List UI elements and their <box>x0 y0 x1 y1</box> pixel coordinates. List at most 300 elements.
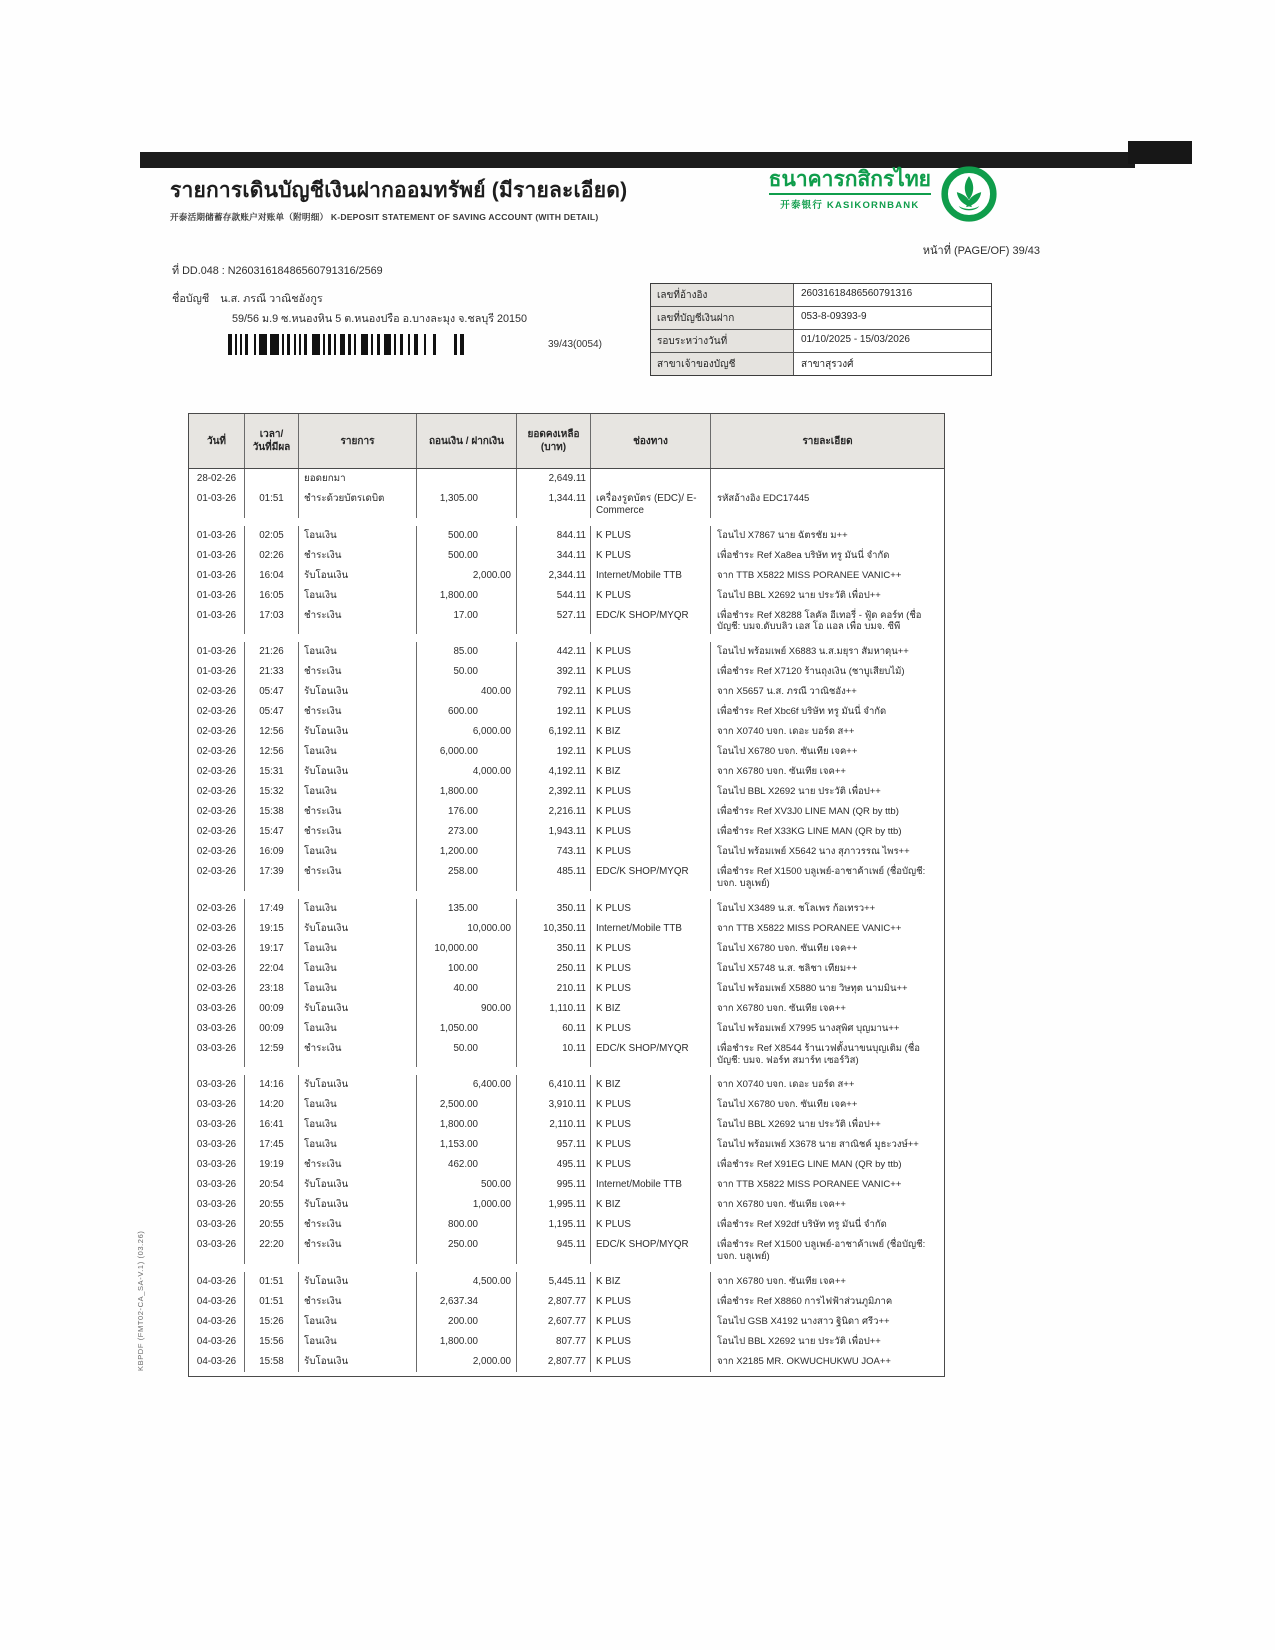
cell-description: รับโอนเงิน <box>299 722 417 742</box>
cell-channel: Internet/Mobile TTB <box>591 919 711 939</box>
cell-description: โอนเงิน <box>299 1115 417 1135</box>
cell-amount: 200.00 <box>417 1312 517 1332</box>
cell-detail: จาก X0740 บจก. เดอะ บอร์ด ส++ <box>717 726 855 738</box>
reference-value: 26031618486560791316 <box>794 284 991 306</box>
cell-balance: 442.11 <box>517 642 591 662</box>
cell-time: 20:55 <box>245 1195 299 1215</box>
reference-label: สาขาเจ้าของบัญชี <box>651 353 794 375</box>
cell-balance: 2,344.11 <box>517 566 591 586</box>
reference-row <box>651 306 991 329</box>
cell-balance: 1,110.11 <box>517 999 591 1019</box>
cell-date: 02-03-26 <box>189 939 245 959</box>
reference-row <box>651 329 991 352</box>
cell-balance: 5,445.11 <box>517 1272 591 1292</box>
cell-amount: 1,050.00 <box>417 1019 517 1039</box>
cell-balance: 2,807.77 <box>517 1352 591 1372</box>
col-header-description: รายการ <box>299 414 417 468</box>
col-header-channel: ช่องทาง <box>591 414 711 468</box>
cell-balance: 350.11 <box>517 899 591 919</box>
cell-time: 14:20 <box>245 1095 299 1115</box>
cell-description: ชำระเงิน <box>299 1039 417 1068</box>
cell-time: 00:09 <box>245 999 299 1019</box>
reference-row <box>651 284 991 306</box>
cell-detail: เพื่อชำระ Ref XV3J0 LINE MAN (QR by ttb) <box>717 806 899 818</box>
table-row <box>189 722 944 742</box>
cell-description: รับโอนเงิน <box>299 762 417 782</box>
cell-channel: K BIZ <box>591 1272 711 1292</box>
cell-time: 22:20 <box>245 1235 299 1264</box>
cell-channel: K PLUS <box>591 782 711 802</box>
cell-channel: K PLUS <box>591 1332 711 1352</box>
cell-amount: 135.00 <box>417 899 517 919</box>
page-subtitle: 开泰活期储蓄存款账户对账单（附明细） K-DEPOSIT STATEMENT OF SAVING ACCOUNT (WITH DETAIL) <box>170 212 599 222</box>
cell-balance: 1,344.11 <box>517 489 591 518</box>
cell-amount: 50.00 <box>417 1039 517 1068</box>
cell-detail: โอนไป BBL X2692 นาย ประวัติ เพื่อป++ <box>717 786 881 798</box>
cell-description: รับโอนเงิน <box>299 1272 417 1292</box>
table-row <box>189 762 944 782</box>
cell-detail: จาก X6780 บจก. ซันเทีย เจค++ <box>717 1199 846 1211</box>
cell-description: ชำระเงิน <box>299 822 417 842</box>
cell-time: 19:19 <box>245 1155 299 1175</box>
cell-channel: K PLUS <box>591 979 711 999</box>
cell-description: โอนเงิน <box>299 586 417 606</box>
table-row <box>189 526 944 546</box>
cell-amount: 17.00 <box>417 606 517 635</box>
table-row <box>189 782 944 802</box>
title-block <box>170 174 730 223</box>
cell-description: ชำระเงิน <box>299 1215 417 1235</box>
cell-description: รับโอนเงิน <box>299 1352 417 1372</box>
cell-channel: K BIZ <box>591 1075 711 1095</box>
barcode <box>228 334 520 355</box>
cell-date: 02-03-26 <box>189 722 245 742</box>
cell-amount: 50.00 <box>417 662 517 682</box>
cell-time: 12:59 <box>245 1039 299 1068</box>
cell-date: 02-03-26 <box>189 919 245 939</box>
cell-amount: 100.00 <box>417 959 517 979</box>
cell-detail: เพื่อชำระ Ref X7120 ร้านถุงเงิน (ชาบูเสียบไม้) <box>717 666 905 678</box>
cell-balance: 544.11 <box>517 586 591 606</box>
cell-balance: 192.11 <box>517 702 591 722</box>
cell-balance: 2,110.11 <box>517 1115 591 1135</box>
account-name: น.ส. ภรณี วาณิชอังกูร <box>220 293 323 305</box>
cell-channel <box>591 469 711 489</box>
cell-channel: K PLUS <box>591 1019 711 1039</box>
cell-date: 03-03-26 <box>189 1019 245 1039</box>
table-row <box>189 1115 944 1135</box>
cell-amount: 1,800.00 <box>417 782 517 802</box>
cell-amount: 900.00 <box>417 999 517 1019</box>
cell-balance: 2,607.77 <box>517 1312 591 1332</box>
cell-time: 15:56 <box>245 1332 299 1352</box>
bank-name-th: ธนาคารกสิกรไทย <box>769 168 931 195</box>
table-row <box>189 1155 944 1175</box>
cell-channel: K BIZ <box>591 999 711 1019</box>
cell-amount: 400.00 <box>417 682 517 702</box>
table-row <box>189 1019 944 1039</box>
table-row <box>189 999 944 1019</box>
cell-description: ยอดยกมา <box>299 469 417 489</box>
cell-detail: จาก X5657 น.ส. ภรณี วาณิชอัง++ <box>717 686 857 698</box>
cell-date: 03-03-26 <box>189 1115 245 1135</box>
col-header-date: วันที่ <box>189 414 245 468</box>
reference-row <box>651 352 991 375</box>
cell-time: 01:51 <box>245 489 299 518</box>
bank-logo-text <box>769 168 931 211</box>
cell-description: ชำระเงิน <box>299 1235 417 1264</box>
cell-time: 14:16 <box>245 1075 299 1095</box>
table-row <box>189 1312 944 1332</box>
cell-description: ชำระเงิน <box>299 862 417 891</box>
table-row <box>189 566 944 586</box>
cell-description: โอนเงิน <box>299 842 417 862</box>
cell-amount: 176.00 <box>417 802 517 822</box>
cell-channel: K PLUS <box>591 802 711 822</box>
cell-detail: โอนไป X3489 น.ส. ชโลเพร ก้อเทรว++ <box>717 902 876 914</box>
cell-description: ชำระเงิน <box>299 702 417 722</box>
cell-balance: 350.11 <box>517 939 591 959</box>
cell-detail: โอนไป X5748 น.ส. ชลิชา เทียม++ <box>717 962 858 974</box>
cell-amount: 800.00 <box>417 1215 517 1235</box>
cell-date: 01-03-26 <box>189 586 245 606</box>
cell-amount: 500.00 <box>417 526 517 546</box>
cell-channel: K BIZ <box>591 1195 711 1215</box>
cell-channel: K BIZ <box>591 722 711 742</box>
cell-detail: จาก X0740 บจก. เดอะ บอร์ด ส++ <box>717 1079 855 1091</box>
cell-channel: K PLUS <box>591 546 711 566</box>
cell-balance: 1,995.11 <box>517 1195 591 1215</box>
cell-amount: 40.00 <box>417 979 517 999</box>
cell-channel: K PLUS <box>591 1115 711 1135</box>
cell-channel: EDC/K SHOP/MYQR <box>591 1235 711 1264</box>
cell-amount: 250.00 <box>417 1235 517 1264</box>
cell-amount: 1,800.00 <box>417 1332 517 1352</box>
cell-balance: 392.11 <box>517 662 591 682</box>
cell-balance: 1,195.11 <box>517 1215 591 1235</box>
table-row <box>189 682 944 702</box>
cell-detail: เพื่อชำระ Ref X91EG LINE MAN (QR by ttb) <box>717 1159 902 1171</box>
cell-amount: 1,305.00 <box>417 489 517 518</box>
cell-detail: จาก X6780 บจก. ซันเทีย เจค++ <box>717 1002 846 1014</box>
cell-amount: 1,800.00 <box>417 1115 517 1135</box>
cell-amount: 500.00 <box>417 1175 517 1195</box>
reference-value: 053-8-09393-9 <box>794 307 991 329</box>
cell-amount: 1,000.00 <box>417 1195 517 1215</box>
cell-description: รับโอนเงิน <box>299 919 417 939</box>
cell-date: 01-03-26 <box>189 566 245 586</box>
bank-name-en: 开泰银行 KASIKORNBANK <box>780 200 920 211</box>
cell-channel: K PLUS <box>591 662 711 682</box>
table-row <box>189 1195 944 1215</box>
cell-time: 00:09 <box>245 1019 299 1039</box>
cell-time: 16:05 <box>245 586 299 606</box>
cell-date: 01-03-26 <box>189 526 245 546</box>
cell-detail: โอนไป X6780 บจก. ซันเทีย เจค++ <box>717 746 858 758</box>
table-row <box>189 469 944 489</box>
cell-description: โอนเงิน <box>299 979 417 999</box>
cell-channel: K PLUS <box>591 742 711 762</box>
cell-description: ชำระเงิน <box>299 606 417 635</box>
cell-balance: 792.11 <box>517 682 591 702</box>
cell-detail: จาก TTB X5822 MISS PORANEE VANIC++ <box>717 1179 902 1191</box>
cell-channel: K PLUS <box>591 586 711 606</box>
cell-time: 02:05 <box>245 526 299 546</box>
cell-amount: 10,000.00 <box>417 939 517 959</box>
cell-detail: โอนไป พร้อมเพย์ X7995 นางสุพิศ บุญมาน++ <box>717 1022 900 1034</box>
cell-time: 15:38 <box>245 802 299 822</box>
cell-balance: 995.11 <box>517 1175 591 1195</box>
cell-balance: 4,192.11 <box>517 762 591 782</box>
table-row <box>189 489 944 518</box>
cell-balance: 2,649.11 <box>517 469 591 489</box>
cell-detail: จาก X6780 บจก. ซันเทีย เจค++ <box>717 766 846 778</box>
cell-date: 02-03-26 <box>189 842 245 862</box>
cell-channel: K PLUS <box>591 899 711 919</box>
cell-detail: รหัสอ้างอิง EDC17445 <box>717 493 810 504</box>
cell-balance: 250.11 <box>517 959 591 979</box>
cell-balance: 2,392.11 <box>517 782 591 802</box>
cell-date: 01-03-26 <box>189 546 245 566</box>
cell-channel: K PLUS <box>591 702 711 722</box>
table-header-row <box>189 414 944 469</box>
cell-detail: เพื่อชำระ Ref X92df บริษัท ทรู มันนี่ จำกัด <box>717 1219 887 1231</box>
cell-time: 16:09 <box>245 842 299 862</box>
cell-amount: 10,000.00 <box>417 919 517 939</box>
table-row <box>189 662 944 682</box>
cell-amount: 500.00 <box>417 546 517 566</box>
cell-channel: K PLUS <box>591 822 711 842</box>
cell-detail: โอนไป X7867 นาย ฉัตรชัย ม++ <box>717 529 848 541</box>
cell-description: โอนเงิน <box>299 1135 417 1155</box>
cell-detail: โอนไป พร้อมเพย์ X6883 น.ส.มยุรา สัมหาดุน++ <box>717 646 909 658</box>
cell-amount: 462.00 <box>417 1155 517 1175</box>
cell-channel: EDC/K SHOP/MYQR <box>591 606 711 635</box>
table-row <box>189 939 944 959</box>
cell-channel: K PLUS <box>591 526 711 546</box>
table-row <box>189 802 944 822</box>
col-header-detail: รายละเอียด <box>802 435 853 447</box>
cell-date: 02-03-26 <box>189 682 245 702</box>
table-row <box>189 842 944 862</box>
cell-description: โอนเงิน <box>299 526 417 546</box>
table-row <box>189 1235 944 1264</box>
cell-channel: เครื่องรูดบัตร (EDC)/ E-Commerce <box>591 489 711 518</box>
table-row <box>189 1352 944 1372</box>
cell-time: 16:41 <box>245 1115 299 1135</box>
cell-channel: EDC/K SHOP/MYQR <box>591 862 711 891</box>
cell-channel: Internet/Mobile TTB <box>591 1175 711 1195</box>
cell-date: 02-03-26 <box>189 822 245 842</box>
cell-date: 01-03-26 <box>189 606 245 635</box>
cell-description: ชำระด้วยบัตรเดบิต <box>299 489 417 518</box>
cell-balance: 344.11 <box>517 546 591 566</box>
cell-description: รับโอนเงิน <box>299 682 417 702</box>
table-row <box>189 702 944 722</box>
cell-channel: K PLUS <box>591 1135 711 1155</box>
cell-time: 17:45 <box>245 1135 299 1155</box>
cell-time: 15:32 <box>245 782 299 802</box>
cell-date: 03-03-26 <box>189 1075 245 1095</box>
table-row <box>189 959 944 979</box>
cell-date: 03-03-26 <box>189 999 245 1019</box>
cell-balance: 6,410.11 <box>517 1075 591 1095</box>
cell-time: 05:47 <box>245 702 299 722</box>
cell-detail: โอนไป พร้อมเพย์ X3678 นาย สาณิชค์ มูธะวงษ์++ <box>717 1139 919 1151</box>
cell-description: โอนเงิน <box>299 1095 417 1115</box>
cell-description: โอนเงิน <box>299 1312 417 1332</box>
cell-amount: 2,637.34 <box>417 1292 517 1312</box>
cell-time: 17:39 <box>245 862 299 891</box>
cell-channel: K PLUS <box>591 959 711 979</box>
cell-balance: 485.11 <box>517 862 591 891</box>
cell-balance: 945.11 <box>517 1235 591 1264</box>
cell-channel: Internet/Mobile TTB <box>591 566 711 586</box>
cell-date: 03-03-26 <box>189 1235 245 1264</box>
cell-time: 15:58 <box>245 1352 299 1372</box>
cell-date: 02-03-26 <box>189 899 245 919</box>
cell-detail: โอนไป BBL X2692 นาย ประวัติ เพื่อป++ <box>717 589 881 601</box>
reference-value: 01/10/2025 - 15/03/2026 <box>794 330 991 352</box>
table-row <box>189 642 944 662</box>
cell-balance: 3,910.11 <box>517 1095 591 1115</box>
cell-date: 03-03-26 <box>189 1039 245 1068</box>
cell-balance: 743.11 <box>517 842 591 862</box>
cell-description: โอนเงิน <box>299 959 417 979</box>
cell-time: 01:51 <box>245 1272 299 1292</box>
cell-detail: โอนไป GSB X4192 นางสาว ฐินิดา ศรีว++ <box>717 1315 890 1327</box>
cell-amount: 6,000.00 <box>417 722 517 742</box>
cell-detail: เพื่อชำระ Ref Xbc6f บริษัท ทรู มันนี่ จำกัด <box>717 706 887 718</box>
cell-detail: โอนไป BBL X2692 นาย ประวัติ เพื่อป++ <box>717 1119 881 1131</box>
cell-amount: 4,000.00 <box>417 762 517 782</box>
cell-balance: 60.11 <box>517 1019 591 1039</box>
cell-amount: 6,400.00 <box>417 1075 517 1095</box>
table-row <box>189 1332 944 1352</box>
cell-amount <box>417 469 517 489</box>
cell-channel: K BIZ <box>591 762 711 782</box>
cell-balance: 2,216.11 <box>517 802 591 822</box>
col-header-amount: ถอนเงิน / ฝากเงิน <box>417 414 517 468</box>
cell-channel: K PLUS <box>591 1292 711 1312</box>
transactions-table <box>188 413 945 1377</box>
cell-detail: โอนไป BBL X2692 นาย ประวัติ เพื่อป++ <box>717 1335 881 1347</box>
reference-table <box>650 283 992 376</box>
table-body <box>189 469 944 1376</box>
cell-date: 02-03-26 <box>189 742 245 762</box>
cell-time: 23:18 <box>245 979 299 999</box>
table-row <box>189 546 944 566</box>
table-row <box>189 606 944 635</box>
cell-date: 02-03-26 <box>189 762 245 782</box>
cell-date: 02-03-26 <box>189 959 245 979</box>
cell-time: 22:04 <box>245 959 299 979</box>
top-bar-tab <box>1128 141 1192 164</box>
cell-channel: K PLUS <box>591 842 711 862</box>
cell-channel: K PLUS <box>591 1312 711 1332</box>
cell-amount: 1,800.00 <box>417 586 517 606</box>
table-row <box>189 1175 944 1195</box>
cell-channel: K PLUS <box>591 1215 711 1235</box>
cell-time: 05:47 <box>245 682 299 702</box>
cell-detail: เพื่อชำระ Ref X33KG LINE MAN (QR by ttb) <box>717 826 902 838</box>
cell-description: ชำระเงิน <box>299 802 417 822</box>
table-row <box>189 822 944 842</box>
bank-logo <box>758 168 998 223</box>
cell-description: โอนเงิน <box>299 899 417 919</box>
cell-description: โอนเงิน <box>299 1332 417 1352</box>
table-row <box>189 1215 944 1235</box>
table-row <box>189 919 944 939</box>
cell-date: 02-03-26 <box>189 802 245 822</box>
cell-amount: 2,000.00 <box>417 1352 517 1372</box>
cell-time: 21:26 <box>245 642 299 662</box>
cell-date: 04-03-26 <box>189 1352 245 1372</box>
cell-description: ชำระเงิน <box>299 1155 417 1175</box>
cell-time: 15:26 <box>245 1312 299 1332</box>
table-row <box>189 979 944 999</box>
cell-detail: จาก X2185 MR. OKWUCHUKWU JOA++ <box>717 1355 891 1367</box>
cell-time: 12:56 <box>245 722 299 742</box>
cell-date: 03-03-26 <box>189 1195 245 1215</box>
cell-time: 15:47 <box>245 822 299 842</box>
cell-detail <box>711 469 944 489</box>
cell-detail: เพื่อชำระ Ref X1500 บลูเพย์-อาชาค้าเพย์ (ชื่อบัญชี: บจก. บลูเพย์) <box>717 866 926 889</box>
table-row <box>189 1075 944 1095</box>
cell-amount: 4,500.00 <box>417 1272 517 1292</box>
cell-detail: โอนไป X6780 บจก. ซันเทีย เจค++ <box>717 942 858 954</box>
cell-detail: เพื่อชำระ Ref X8860 การไฟฟ้าส่วนภูมิภาค <box>717 1295 893 1307</box>
cell-amount: 2,500.00 <box>417 1095 517 1115</box>
cell-amount: 2,000.00 <box>417 566 517 586</box>
cell-date: 01-03-26 <box>189 489 245 518</box>
cell-balance: 210.11 <box>517 979 591 999</box>
bank-logo-icon <box>940 165 998 223</box>
cell-amount: 258.00 <box>417 862 517 891</box>
cell-date: 04-03-26 <box>189 1332 245 1352</box>
table-row <box>189 1039 944 1068</box>
cell-channel: K PLUS <box>591 682 711 702</box>
cell-description: ชำระเงิน <box>299 546 417 566</box>
cell-date: 01-03-26 <box>189 642 245 662</box>
account-name-label: ชื่อบัญชี <box>172 293 210 305</box>
cell-description: รับโอนเงิน <box>299 1175 417 1195</box>
cell-date: 04-03-26 <box>189 1272 245 1292</box>
cell-balance: 495.11 <box>517 1155 591 1175</box>
table-row <box>189 899 944 919</box>
cell-time: 20:55 <box>245 1215 299 1235</box>
cell-balance: 1,943.11 <box>517 822 591 842</box>
cell-amount: 1,153.00 <box>417 1135 517 1155</box>
cell-balance: 957.11 <box>517 1135 591 1155</box>
cell-date: 03-03-26 <box>189 1095 245 1115</box>
form-code-vertical: KBPDF (FMT02-CA_SA-V.1) (03.26) <box>136 1230 145 1372</box>
col-header-balance: ยอดคงเหลือ (บาท) <box>517 414 591 468</box>
cell-time: 12:56 <box>245 742 299 762</box>
cell-detail: เพื่อชำระ Ref X1500 บลูเพย์-อาชาค้าเพย์ (ชื่อบัญชี: บจก. บลูเพย์) <box>717 1239 926 1263</box>
barcode-label: 39/43(0054) <box>548 339 602 350</box>
cell-amount: 273.00 <box>417 822 517 842</box>
cell-date: 03-03-26 <box>189 1215 245 1235</box>
table-row <box>189 1095 944 1115</box>
cell-balance: 10.11 <box>517 1039 591 1068</box>
cell-time: 15:31 <box>245 762 299 782</box>
cell-amount: 1,200.00 <box>417 842 517 862</box>
cell-description: รับโอนเงิน <box>299 999 417 1019</box>
cell-balance: 844.11 <box>517 526 591 546</box>
cell-detail: เพื่อชำระ Ref X8544 ร้านเวฟตั้งนาขนบุญเติม (ชื่อบัญชี: บมจ. ฟอร์ท สมาร์ท เซอร์วิส) <box>717 1042 920 1066</box>
cell-time <box>245 469 299 489</box>
